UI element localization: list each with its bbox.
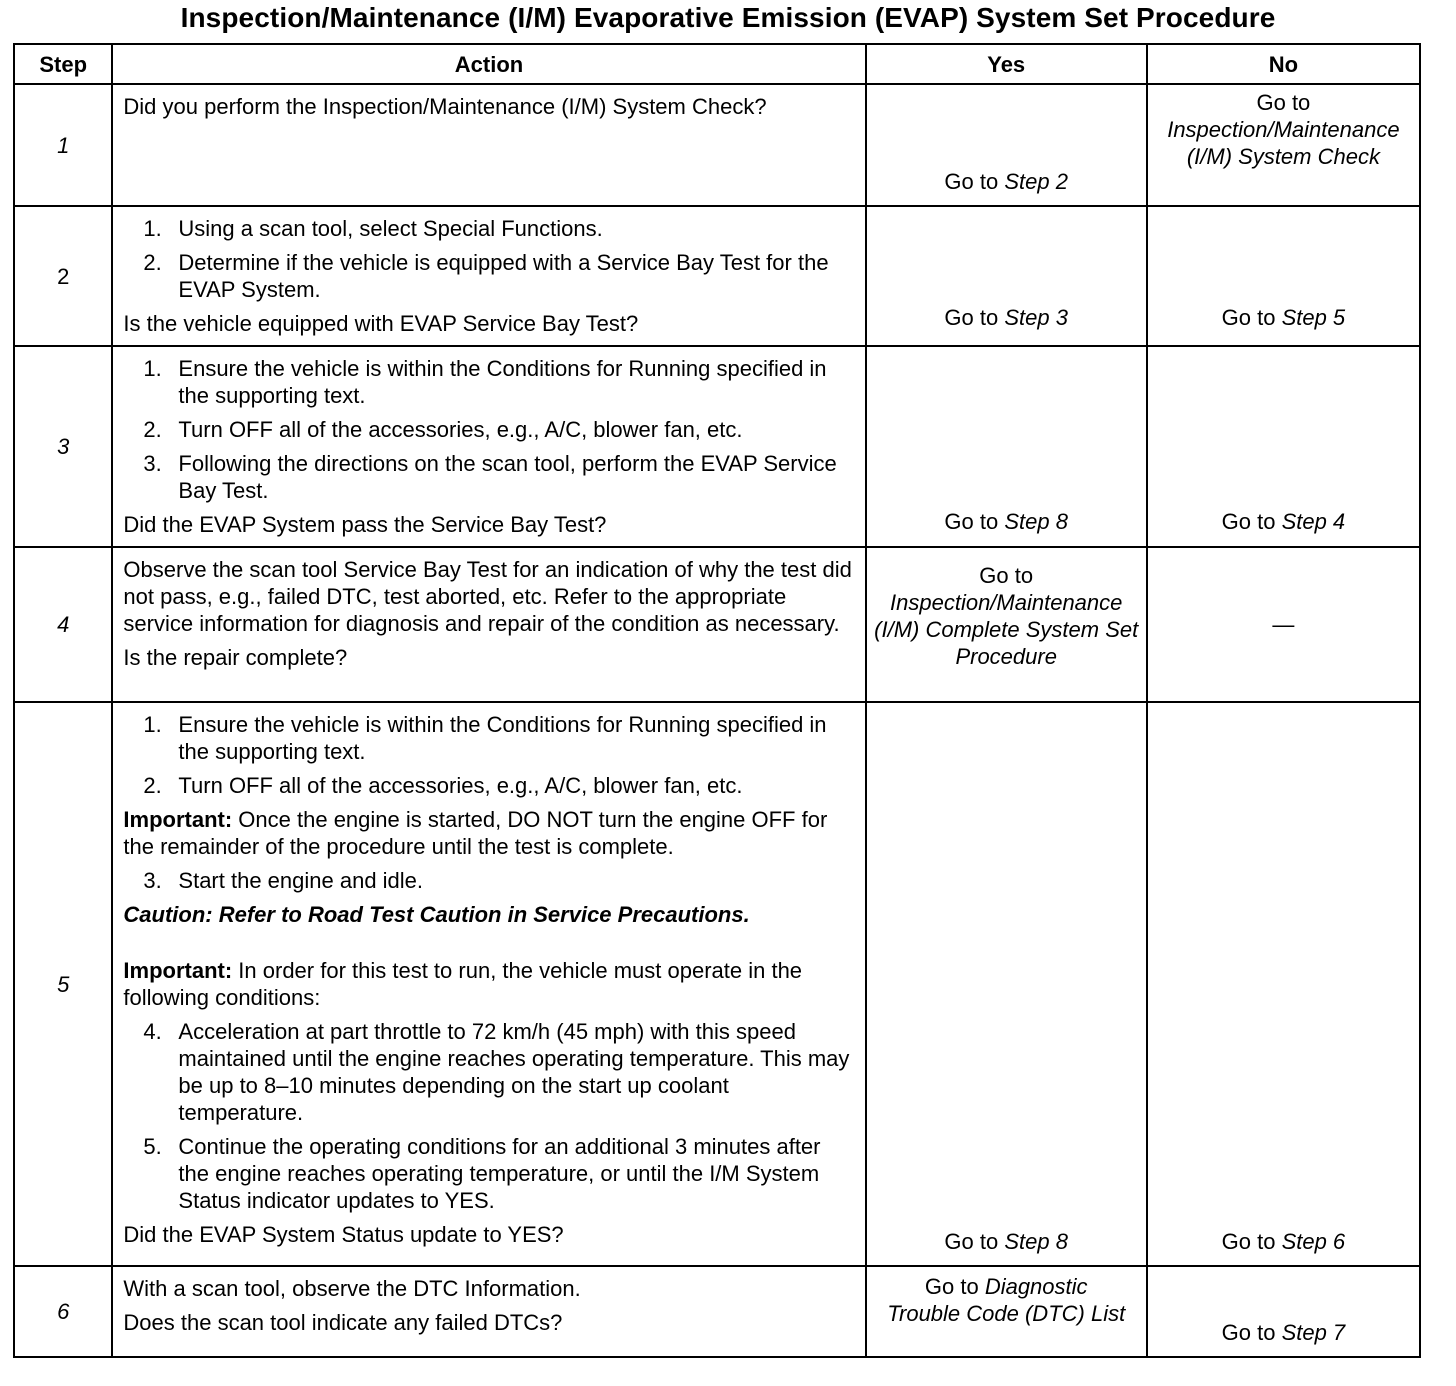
go-to-text: Go to xyxy=(979,563,1034,588)
no-target: Step 6 xyxy=(1281,1229,1346,1254)
action-item: 2. Turn OFF all of the accessories, e.g., A/C, blower fan, etc. xyxy=(143,773,743,798)
no-cell xyxy=(1147,547,1420,702)
step-number: 3 xyxy=(14,346,112,547)
action-text: Observe the scan tool Service Bay Test for an indication of why the test did not pass, e.g., failed DTC, test aborted, etc. Refer to the appropriate service information for diagnosis and repair of the condition as necessary. xyxy=(123,557,852,636)
procedure-table xyxy=(13,43,1421,1358)
go-to-text: Go to xyxy=(1221,1320,1276,1345)
yes-cell xyxy=(866,84,1147,206)
yes-target: Inspection/Maintenance (I/M) Complete System Set Procedure xyxy=(874,590,1139,669)
important-note: Important: In order for this test to run, the vehicle must operate in the following conditions: xyxy=(123,958,803,1010)
header-action: Action xyxy=(112,44,865,84)
no-cell xyxy=(1147,346,1420,547)
action-item: 1. Ensure the vehicle is within the Conditions for Running specified in the supporting text. xyxy=(143,712,827,764)
table-row xyxy=(14,346,1420,547)
table-row xyxy=(14,547,1420,702)
action-question: Is the vehicle equipped with EVAP Service Bay Test? xyxy=(123,311,639,336)
no-target: Step 7 xyxy=(1281,1320,1346,1345)
yes-cell xyxy=(866,346,1147,547)
yes-cell xyxy=(866,702,1147,1266)
yes-target: Step 3 xyxy=(1004,305,1068,330)
step-number: 6 xyxy=(14,1266,112,1357)
no-target: Step 5 xyxy=(1281,305,1346,330)
action-item: 2. Determine if the vehicle is equipped with a Service Bay Test for the EVAP System. xyxy=(143,250,829,302)
action-item: 1. Ensure the vehicle is within the Conditions for Running specified in the supporting text. xyxy=(143,356,827,408)
yes-target: Step 8 xyxy=(1004,1229,1068,1254)
header-no: No xyxy=(1147,44,1420,84)
no-cell xyxy=(1147,1266,1420,1357)
step-number: 2 xyxy=(14,206,112,346)
action-question: Is the repair complete? xyxy=(123,645,348,670)
go-to-text: Go to xyxy=(944,169,999,194)
no-cell xyxy=(1147,84,1420,206)
action-item: 5. Continue the operating conditions for an additional 3 minutes after the engine reaches operating temperature, or until the I/M System Status indicator updates to YES. xyxy=(143,1134,821,1213)
go-to-text: Go to xyxy=(924,1274,979,1299)
no-target: Step 4 xyxy=(1281,509,1346,534)
header-step: Step xyxy=(14,44,112,84)
action-item: 4. Acceleration at part throttle to 72 km/h (45 mph) with this speed maintained until the engine reaches operating temperature. This may be up to 8–10 minutes depending on the start up coolant temperature. xyxy=(143,1019,850,1125)
go-to-text: Go to xyxy=(1256,90,1311,115)
table-row xyxy=(14,702,1420,1266)
table-row xyxy=(14,1266,1420,1357)
go-to-text: Go to xyxy=(1221,305,1276,330)
yes-target: Diagnostic Trouble Code (DTC) List xyxy=(887,1274,1126,1326)
go-to-text: Go to xyxy=(944,305,999,330)
step-number: 4 xyxy=(14,547,112,702)
no-cell xyxy=(1147,702,1420,1266)
yes-cell xyxy=(866,547,1147,702)
action-item: 3. Start the engine and idle. xyxy=(143,868,424,893)
go-to-text: Go to xyxy=(1221,1229,1276,1254)
yes-target: Step 2 xyxy=(1004,169,1068,194)
go-to-text: Go to xyxy=(1221,509,1276,534)
go-to-text: Go to xyxy=(944,1229,999,1254)
yes-target: Step 8 xyxy=(1004,509,1068,534)
page-title: Inspection/Maintenance (I/M) Evaporative Emission (EVAP) System Set Procedure xyxy=(180,2,1276,33)
action-question: Did the EVAP System Status update to YES? xyxy=(123,1222,564,1247)
action-cell xyxy=(112,206,865,346)
action-cell xyxy=(112,346,865,547)
action-cell xyxy=(112,547,865,702)
action-question: Does the scan tool indicate any failed DTCs? xyxy=(123,1310,563,1335)
header-yes: Yes xyxy=(866,44,1147,84)
no-cell xyxy=(1147,206,1420,346)
action-question: Did you perform the Inspection/Maintenance (I/M) System Check? xyxy=(123,94,767,119)
step-number: 1 xyxy=(14,84,112,206)
go-to-text: Go to xyxy=(944,509,999,534)
no-target: Inspection/Maintenance (I/M) System Check xyxy=(1167,117,1400,169)
action-question: Did the EVAP System pass the Service Bay Test? xyxy=(123,512,607,537)
yes-cell xyxy=(866,206,1147,346)
yes-cell xyxy=(866,1266,1147,1357)
action-text: With a scan tool, observe the DTC Information. xyxy=(123,1276,581,1301)
caution-note: Caution: Refer to Road Test Caution in Service Precautions. xyxy=(123,902,750,927)
step-number: 5 xyxy=(14,702,112,1266)
action-item: 2. Turn OFF all of the accessories, e.g., A/C, blower fan, etc. xyxy=(143,417,743,442)
action-cell xyxy=(112,84,865,206)
header-row xyxy=(14,44,1420,84)
table-row xyxy=(14,206,1420,346)
action-cell xyxy=(112,702,865,1266)
action-item: 1. Using a scan tool, select Special Functions. xyxy=(143,216,603,241)
no-dash: — xyxy=(1272,612,1295,637)
table-row xyxy=(14,84,1420,206)
important-note: Important: Once the engine is started, DO NOT turn the engine OFF for the remainder of the procedure until the test is complete. xyxy=(123,807,828,859)
action-cell xyxy=(112,1266,865,1357)
action-item: 3. Following the directions on the scan tool, perform the EVAP Service Bay Test. xyxy=(143,451,837,503)
